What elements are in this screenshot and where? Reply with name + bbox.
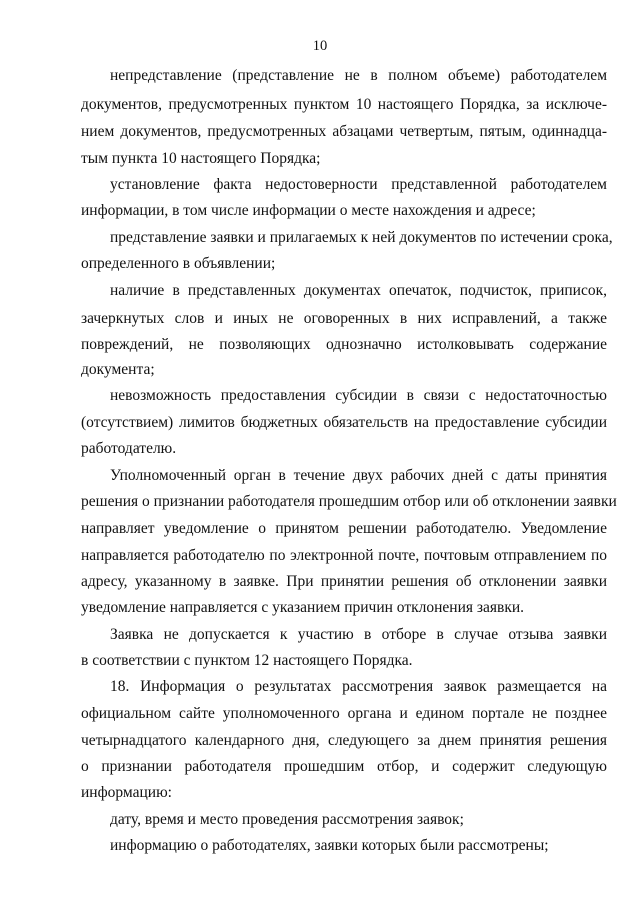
text-line: Уполномоченный орган в течение двух рабочих дней с даты принятия — [110, 467, 607, 484]
text-line: информацию о работодателях, заявки которых были рассмотрены; — [110, 837, 549, 854]
text-line: официальном сайте уполномоченного органа и едином портале не позднее — [81, 705, 607, 722]
text-line: повреждений, не позволяющих однозначно истолковывать содержание — [81, 336, 607, 353]
text-line: о признании работодателя прошедшим отбор, и содержит следующую — [81, 758, 607, 775]
text-line: направляется работодателю по электронной почте, почтовым отправлением по — [81, 547, 607, 564]
text-line: уведомление направляется с указанием причин отклонения заявки. — [81, 599, 525, 616]
text-line: адресу, указанному в заявке. При принятии решения об отклонении заявки — [81, 573, 607, 590]
text-line: Заявка не допускается к участию в отборе в случае отзыва заявки — [110, 626, 607, 643]
text-line: работодателю. — [81, 440, 177, 457]
text-line: в соответствии с пунктом 12 настоящего Порядка. — [81, 652, 413, 669]
text-line: невозможность предоставления субсидии в связи с недостаточностью — [110, 387, 607, 404]
text-line: информации, в том числе информации о месте нахождения и адресе; — [81, 202, 536, 219]
text-line: непредставление (представление не в полном объеме) работодателем — [110, 67, 607, 84]
text-line: четырнадцатого календарного дня, следующего за днем принятия решения — [81, 732, 607, 749]
page-number: 10 — [312, 38, 328, 54]
text-line: нием документов, предусмотренных абзацами четвертым, пятым, одиннадца- — [81, 123, 607, 140]
text-line: (отсутствием) лимитов бюджетных обязательств на предоставление субсидии — [81, 414, 607, 431]
text-line: зачеркнутых слов и иных не оговоренных в них исправлений, а также — [81, 310, 607, 327]
text-line: наличие в представленных документах опечаток, подчисток, приписок, — [110, 282, 607, 299]
text-line: информацию: — [81, 784, 172, 801]
text-line: направляет уведомление о принятом решении работодателю. Уведомление — [81, 520, 607, 537]
text-line: документа; — [81, 361, 155, 378]
text-line: установление факта недостоверности представленной работодателем — [110, 176, 607, 193]
text-line: определенного в объявлении; — [81, 255, 276, 272]
text-line: документов, предусмотренных пунктом 10 настоящего Порядка, за исключе- — [81, 96, 607, 113]
text-line: решения о признании работодателя прошедшим отбор или об отклонении заявки — [81, 493, 617, 510]
text-line: представление заявки и прилагаемых к ней документов по истечении срока, — [110, 229, 613, 246]
text-line: тым пункта 10 настоящего Порядка; — [81, 150, 321, 167]
text-line: дату, время и место проведения рассмотрения заявок; — [110, 811, 464, 828]
text-line: 18. Информация о результатах рассмотрения заявок размещается на — [110, 678, 607, 695]
